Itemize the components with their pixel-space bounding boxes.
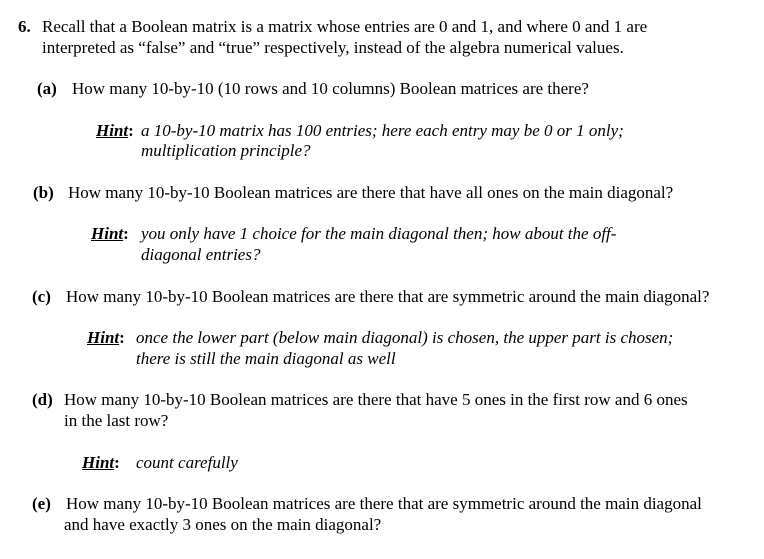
problem-intro-line-1: Recall that a Boolean matrix is a matrix whose entries are 0 and 1, and where 0 and 1 are: [42, 17, 648, 36]
part-a-hint-line-1: a 10-by-10 matrix has 100 entries; here each entry may be 0 or 1 only;: [141, 121, 624, 140]
part-b-hint-line-1: you only have 1 choice for the main diagonal then; how about the off-: [141, 224, 617, 243]
problem-intro-line-2: interpreted as “false” and “true” respectively, instead of the algebra numerical values.: [42, 38, 624, 57]
part-d-question-line-1: How many 10-by-10 Boolean matrices are there that have 5 ones in the first row and 6 ones: [64, 390, 688, 409]
part-a-label: (a): [37, 79, 57, 98]
problem-number: 6.: [18, 17, 31, 36]
part-b-hint-line-2: diagonal entries?: [141, 245, 261, 264]
part-d-label: (d): [32, 390, 53, 409]
part-e-label: (e): [32, 494, 51, 513]
part-d-hint-line-1: count carefully: [136, 453, 238, 472]
part-b-label: (b): [33, 183, 54, 202]
part-b-question: How many 10-by-10 Boolean matrices are there that have all ones on the main diagonal?: [68, 183, 674, 202]
part-d-question-line-2: in the last row?: [64, 411, 169, 430]
part-b-hint-label: Hint:: [91, 224, 129, 243]
part-a-hint-line-2: multiplication principle?: [141, 141, 311, 160]
part-c-hint-label: Hint:: [87, 328, 125, 347]
part-c-hint-line-1: once the lower part (below main diagonal) is chosen, the upper part is chosen;: [136, 328, 674, 347]
part-c-hint-line-2: there is still the main diagonal as well: [136, 349, 396, 368]
part-d-hint-label: Hint:: [82, 453, 120, 472]
part-c-label: (c): [32, 287, 51, 306]
part-a-question: How many 10-by-10 (10 rows and 10 columns) Boolean matrices are there?: [72, 79, 589, 98]
part-e-question-line-2: and have exactly 3 ones on the main diagonal?: [64, 515, 382, 534]
part-a-hint-label: Hint:: [96, 121, 134, 140]
part-e-question-line-1: How many 10-by-10 Boolean matrices are there that are symmetric around the main diagonal: [66, 494, 702, 513]
part-c-question: How many 10-by-10 Boolean matrices are there that are symmetric around the main diagonal?: [66, 287, 710, 306]
